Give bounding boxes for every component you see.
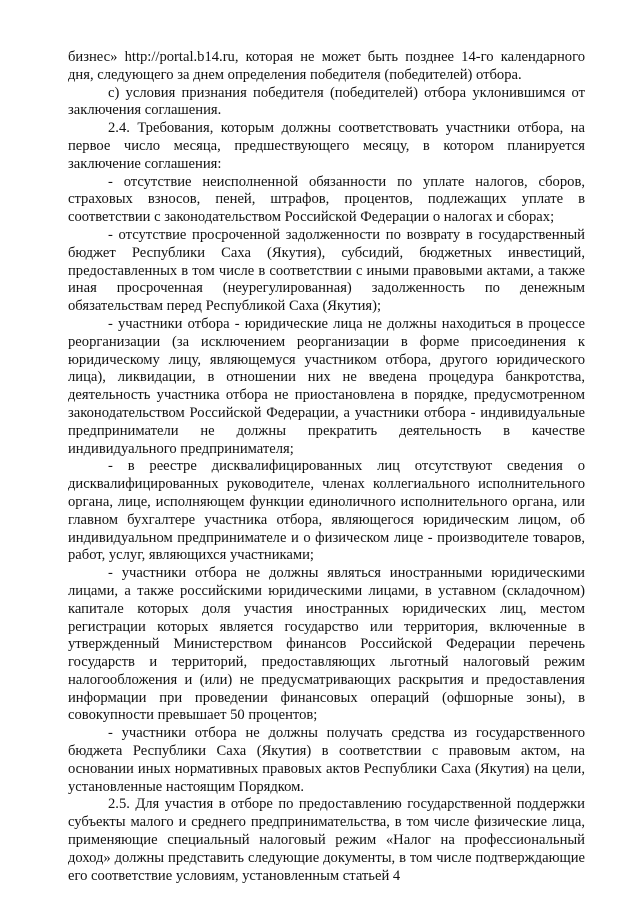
requirement-item-taxes: - отсутствие неисполненной обязанности по уплате налогов, сборов, страховых взносов, пеней, штрафов, процентов, подлежащих уплате в соответствии с законодательством Российской Федерации о налогах и сборах; bbox=[68, 173, 585, 226]
paragraph-clause-c: с) условия признания победителя (победителей) отбора уклонившимся от заключения соглашения. bbox=[68, 84, 585, 119]
requirement-item-budget-funds: - участники отбора не должны получать средства из государственного бюджета Республики Саха (Якутия) в соответствии с правовым актом, на основании иных нормативных правовых актов Республики Саха (Якутия) на цели, установленные настоящим Порядком. bbox=[68, 725, 585, 795]
requirement-item-debt: - отсутствие просроченной задолженности по возврату в государственный бюджет Республики Саха (Якутия), субсидий, бюджетных инвестиций, предоставленных в том числе в соответствии с иными правовыми актами, а также иная просроченная (неурегулированная) задолженность по денежным обязательствам перед Республикой Саха (Якутия); bbox=[68, 226, 585, 315]
paragraph-section-2-4: 2.4. Требования, которым должны соответствовать участники отбора, на первое число месяца, предшествующего месяцу, в котором планируется заключение соглашения: bbox=[68, 120, 585, 172]
document-body bbox=[68, 49, 585, 885]
requirement-item-disqualified: - в реестре дисквалифицированных лиц отсутствуют сведения о дисквалифицированных руководителе, членах коллегиального исполнительного органа, лице, исполняющем функции единоличного исполнительного органа, или главном бухгалтере участника отбора, являющегося юридическим лицом, об индивидуальном предпринимателе и о физическом лице - производителе товаров, работ, услуг, являющихся участниками; bbox=[68, 458, 585, 564]
paragraph-section-2-5: 2.5. Для участия в отборе по предоставлению государственной поддержки субъекты малого и среднего предпринимательства, в том числе физические лица, применяющие специальный налоговый режим «Налог на профессиональный доход» должны представить следующие документы, в том числе подтверждающие его соответствие условиям, установленным статьей 4 bbox=[68, 796, 585, 884]
requirement-item-reorganization: - участники отбора - юридические лица не должны находиться в процессе реорганизации (за исключением реорганизации в форме присоединения к юридическому лицу, являющемуся участником отбора, другого юридического лица), ликвидации, в отношении них не введена процедура банкротства, деятельность участника отбора не приостановлена в порядке, предусмотренном законодательством Российской Федерации, а участники отбора - индивидуальные предприниматели не должны прекратить деятельность в качестве индивидуального предпринимателя; bbox=[68, 315, 585, 457]
paragraph-continuation: бизнес» http://portal.b14.ru, которая не может быть позднее 14-го календарного дня, следующего за днем определения победителя (победителей) отбора. bbox=[68, 49, 585, 83]
requirement-item-foreign: - участники отбора не должны являться иностранными юридическими лицами, а также российскими юридическими лицами, в уставном (складочном) капитале которых доля участия иностранных юридических лиц, местом регистрации которых является государство или территория, включенные в утвержденный Министерством финансов Российской Федерации перечень государств и территорий, предоставляющих льготный налоговый режим налогообложения и (или) не предусматривающих раскрытия и предоставления информации при проведении финансовых операций (офшорные зоны), в совокупности превышает 50 процентов; bbox=[68, 565, 585, 724]
